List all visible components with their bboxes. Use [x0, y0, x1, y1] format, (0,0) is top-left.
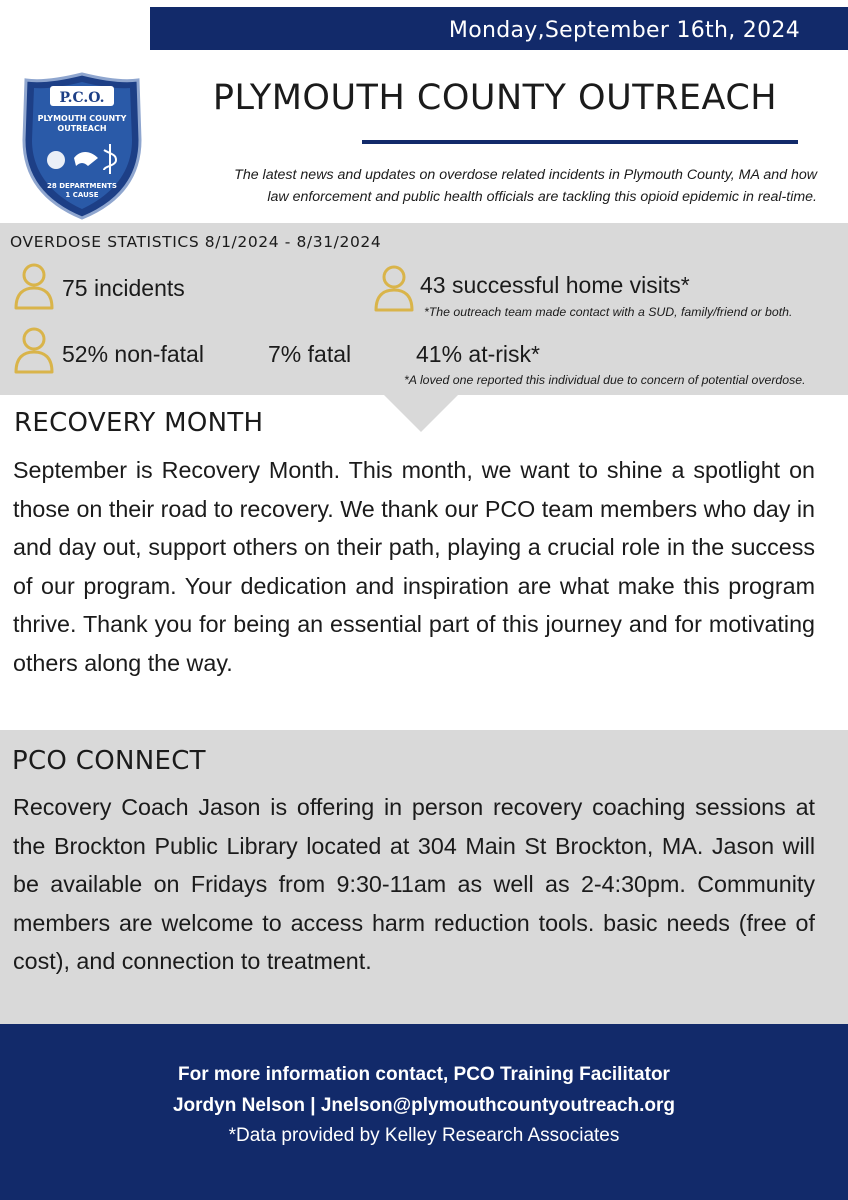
tagline-line1: The latest news and updates on overdose related incidents in Plymouth County, MA and how	[234, 167, 817, 183]
stat-home-visits: 43 successful home visits*	[420, 272, 690, 298]
logo-name-line2: OUTREACH	[57, 124, 107, 133]
recovery-month-text: September is Recovery Month. This month, we want to shine a spotlight on those on their road to recovery. We thank our PCO team members who day in and day out, support others on their path, playing a crucial role in the success of our program. Your dedication and inspiration are what make this program thrive. Thank you for being an essential part of this journey and for motivating others along the way.	[13, 457, 815, 676]
person-icon	[372, 263, 416, 313]
at-risk-note: *A loved one reported this individual due to concern of potential overdose.	[404, 373, 806, 387]
stat-fatal: 7% fatal	[268, 341, 352, 367]
stat-at-risk: 41% at-risk*	[416, 341, 540, 367]
home-visits-note: *The outreach team made contact with a SUD, family/friend or both.	[424, 305, 793, 319]
date-bar	[150, 7, 848, 50]
overdose-stats-panel	[0, 223, 848, 395]
logo-bottom-line1: 28 DEPARTMENTS	[47, 182, 117, 190]
stat-non-fatal: 52% non-fatal	[62, 341, 204, 367]
contact-footer	[0, 1024, 848, 1200]
tagline-line2: law enforcement and public health officials are tackling this opioid epidemic in real-time.	[267, 189, 817, 205]
footer-data-credit: *Data provided by Kelley Research Associates	[228, 1125, 620, 1146]
pco-badge-logo	[18, 70, 146, 222]
pco-connect-heading: PCO CONNECT	[12, 746, 206, 776]
person-icon	[12, 261, 56, 311]
tagline	[162, 164, 817, 208]
stats-heading: OVERDOSE STATISTICS 8/1/2024 - 8/31/2024	[10, 233, 382, 251]
footer-contact-line: For more information contact, PCO Training Facilitator	[178, 1064, 670, 1085]
pco-connect-panel	[0, 730, 848, 1024]
title-underline	[362, 140, 798, 144]
stats-pointer	[383, 394, 459, 432]
logo-name-line1: PLYMOUTH COUNTY	[37, 114, 127, 123]
logo-bottom-line2: 1 CAUSE	[65, 191, 99, 199]
page-title: PLYMOUTH COUNTY OUTREACH	[212, 78, 778, 118]
recovery-month-heading: RECOVERY MONTH	[14, 408, 264, 438]
issue-date: Monday,September 16th, 2024	[448, 18, 800, 43]
logo-abbreviation: P.C.O.	[59, 90, 105, 106]
person-icon	[12, 325, 56, 375]
pco-connect-text: Recovery Coach Jason is offering in person recovery coaching sessions at the Brockton Public Library located at 304 Main St Brockton, MA. Jason will be available on Fridays from 9:30-11am as well as 2-4:30pm. Community members are welcome to access harm reduction tools. basic needs (free of cost), and connection to treatment.	[13, 794, 815, 975]
stat-incidents: 75 incidents	[62, 275, 185, 301]
footer-email-line: Jordyn Nelson | Jnelson@plymouthcountyoutreach.org	[172, 1095, 676, 1116]
